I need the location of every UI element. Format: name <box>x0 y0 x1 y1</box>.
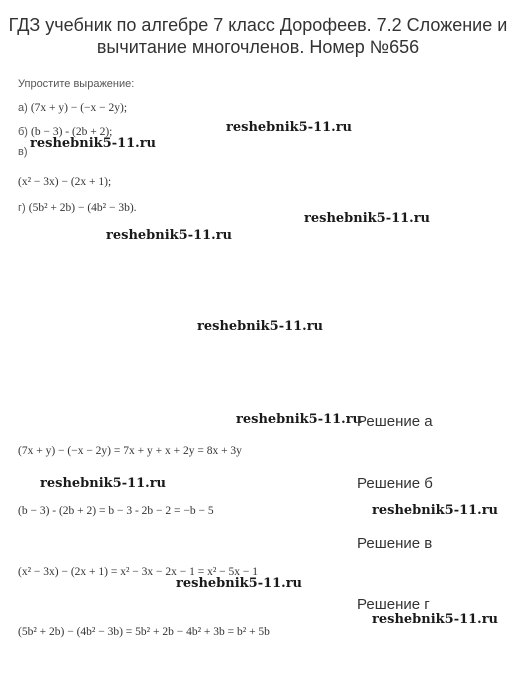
solution-b-heading: Решение б <box>357 475 433 492</box>
task-item-b-expr: (b − 3) - (2b + 2); <box>31 126 113 138</box>
solution-v-text: (x² − 3x) − (2x + 1) = x² − 3x − 2x − 1 = x² − 5x − 1 <box>18 566 259 578</box>
watermark: reshebnik5-11.ru <box>226 120 353 135</box>
task-item-g-expr: (5b² + 2b) − (4b² − 3b). <box>28 202 137 214</box>
solution-b-text: (b − 3) - (2b + 2) = b − 3 - 2b − 2 = −b − 5 <box>18 505 214 517</box>
task-item-g-prefix: г) <box>18 202 29 214</box>
task-item-a-prefix: а) <box>18 102 31 114</box>
page-title: ГДЗ учебник по алгебре 7 класс Дорофеев. 7.2 Сложение и вычитание многочленов. Номер №656 <box>8 15 508 57</box>
solution-a-text: (7x + y) − (−x − 2y) = 7x + y + x + 2y = 8x + 3y <box>18 445 242 457</box>
watermark: reshebnik5-11.ru <box>304 211 431 226</box>
solution-g-heading: Решение г <box>357 596 430 613</box>
watermark: reshebnik5-11.ru <box>176 576 303 591</box>
watermark: reshebnik5-11.ru <box>106 228 233 243</box>
task-prompt: Упростите выражение: <box>18 78 135 90</box>
task-item-b-prefix: б) <box>18 126 32 138</box>
task-item-a-expr: (7x + y) − (−x − 2y); <box>30 102 128 114</box>
watermark: reshebnik5-11.ru <box>372 612 499 627</box>
task-item-v-prefix: в) <box>18 146 28 158</box>
watermark: reshebnik5-11.ru <box>197 319 324 334</box>
solution-g-text: (5b² + 2b) − (4b² − 3b) = 5b² + 2b − 4b² + 3b = b² + 5b <box>18 626 270 638</box>
task-item-g <box>18 198 137 216</box>
watermark: reshebnik5-11.ru <box>236 412 363 427</box>
watermark: reshebnik5-11.ru <box>40 476 167 491</box>
task-item-a <box>18 98 127 116</box>
solution-v-heading: Решение в <box>357 535 433 552</box>
solution-a-heading: Решение а <box>357 413 433 430</box>
watermark: reshebnik5-11.ru <box>30 136 157 151</box>
task-item-v-expr: (x² − 3x) − (2x + 1); <box>18 176 112 188</box>
watermark: reshebnik5-11.ru <box>372 503 499 518</box>
